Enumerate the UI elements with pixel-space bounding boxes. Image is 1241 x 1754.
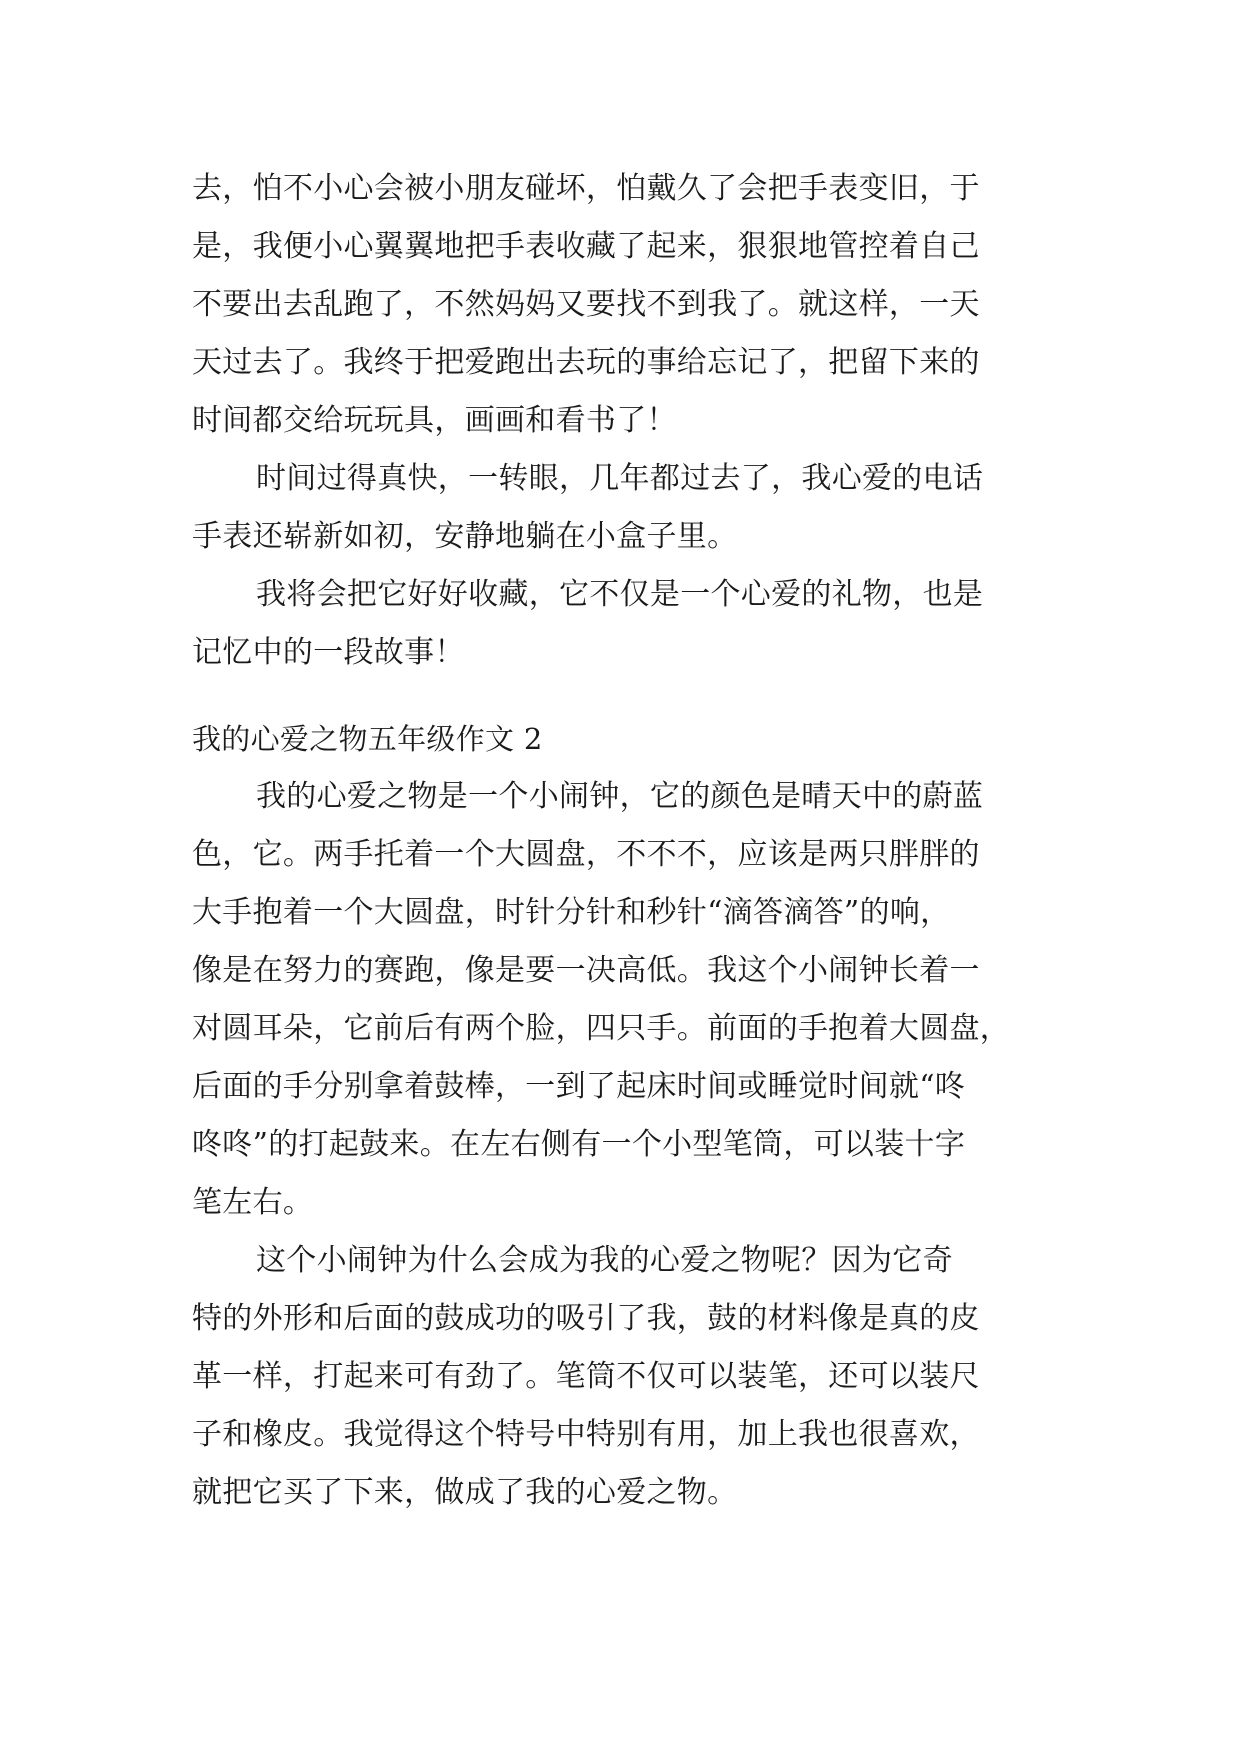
text-line: 时间都交给玩玩具，画画和看书了！ — [192, 403, 677, 438]
section-heading: 我的心爱之物五年级作文 2 — [192, 722, 543, 756]
text-line: 革一样，打起来可有劲了。笔筒不仅可以装笔，还可以装尺 — [192, 1359, 980, 1394]
text-line: 咚咚”的打起鼓来。在左右侧有一个小型笔筒，可以装十字 — [192, 1127, 966, 1162]
text-line: 就把它买了下来，做成了我的心爱之物。 — [192, 1475, 738, 1510]
text-line: 对圆耳朵，它前后有两个脸，四只手。前面的手抱着大圆盘， — [192, 1011, 1011, 1046]
text-line: 去，怕不小心会被小朋友碰坏，怕戴久了会把手表变旧，于 — [192, 171, 980, 206]
text-line: 子和橡皮。我觉得这个特号中特别有用，加上我也很喜欢， — [192, 1417, 980, 1452]
text-line: 手表还崭新如初，安静地躺在小盒子里。 — [192, 519, 738, 554]
paragraph-first-line: 时间过得真快，一转眼，几年都过去了，我心爱的电话 — [256, 461, 984, 496]
paragraph-first-line: 我将会把它好好收藏，它不仅是一个心爱的礼物，也是 — [256, 577, 984, 612]
text-line: 色，它。两手托着一个大圆盘，不不不，应该是两只胖胖的 — [192, 837, 980, 872]
text-line: 像是在努力的赛跑，像是要一决高低。我这个小闹钟长着一 — [192, 953, 980, 988]
text-line: 记忆中的一段故事！ — [192, 635, 465, 670]
paragraph-first-line: 我的心爱之物是一个小闹钟，它的颜色是晴天中的蔚蓝 — [256, 779, 984, 814]
text-line: 是，我便小心翼翼地把手表收藏了起来，狠狠地管控着自己 — [192, 229, 980, 264]
text-line: 天过去了。我终于把爱跑出去玩的事给忘记了，把留下来的 — [192, 345, 980, 380]
paragraph-first-line: 这个小闹钟为什么会成为我的心爱之物呢？因为它奇 — [256, 1243, 953, 1278]
text-line: 后面的手分别拿着鼓棒，一到了起床时间或睡觉时间就“咚 — [192, 1069, 966, 1104]
text-line: 大手抱着一个大圆盘，时针分针和秒针“滴答滴答”的响， — [192, 895, 951, 930]
text-line: 特的外形和后面的鼓成功的吸引了我，鼓的材料像是真的皮 — [192, 1301, 980, 1336]
text-line: 笔左右。 — [192, 1185, 314, 1220]
text-line: 不要出去乱跑了，不然妈妈又要找不到我了。就这样，一天 — [192, 287, 980, 322]
